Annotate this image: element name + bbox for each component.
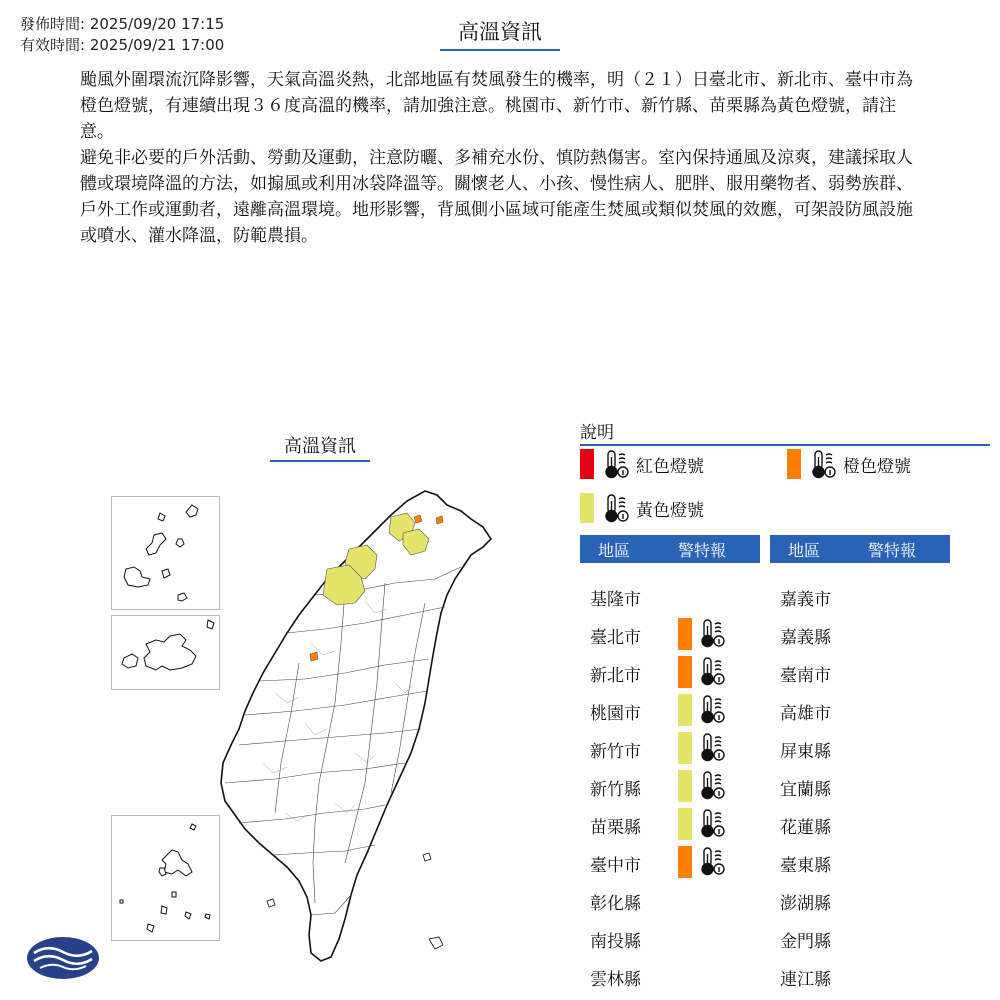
issue-info	[20, 14, 224, 56]
county-name: 臺東縣	[780, 856, 831, 876]
county-name: 澎湖縣	[780, 894, 831, 914]
county-row	[780, 691, 960, 729]
yellow-warning-bar	[678, 808, 692, 840]
green-island	[429, 937, 443, 949]
table-header-left	[580, 535, 760, 563]
county-row	[780, 881, 960, 919]
yellow-warning-bar	[678, 694, 692, 726]
legend-yellow	[580, 493, 704, 523]
county-name: 臺南市	[780, 666, 831, 686]
county-row	[780, 615, 960, 653]
legend-title: 說明	[580, 418, 990, 446]
county-name: 基隆市	[590, 590, 641, 610]
header-warning: 警特報	[678, 540, 727, 560]
thermometer-icon	[698, 656, 728, 688]
issue-time-line	[20, 14, 224, 35]
county-name: 屏東縣	[780, 742, 831, 762]
description-paragraph-1: 颱風外圍環流沉降影響，天氣高溫炎熱，北部地區有焚風發生的機率，明（２１）日臺北市、新北市、臺中市為橙色燈號，有連續出現３６度高溫的機率，請加強注意。桃園市、新竹市、新竹縣、苗栗縣為黃色燈號，請注意。	[80, 70, 913, 142]
header-warning: 警特報	[868, 540, 917, 560]
penghu-inset	[111, 815, 220, 941]
county-row	[590, 843, 770, 881]
county-row	[590, 615, 770, 653]
thermometer-icon	[698, 694, 728, 726]
header-region: 地區	[598, 540, 631, 560]
legend-red-label: 紅色燈號	[636, 456, 704, 477]
legend-yellow-label: 黃色燈號	[636, 500, 704, 521]
county-name: 南投縣	[590, 932, 641, 952]
county-name: 花蓮縣	[780, 818, 831, 838]
yellow-warning-bar	[678, 770, 692, 802]
county-row	[590, 691, 770, 729]
orange-area-taichung	[310, 652, 318, 661]
county-name: 苗栗縣	[590, 818, 641, 838]
orange-warning-bar	[678, 618, 692, 650]
thermometer-icon	[698, 618, 728, 650]
county-name: 宜蘭縣	[780, 780, 831, 800]
county-name: 雲林縣	[590, 970, 641, 990]
county-row	[780, 577, 960, 615]
county-name: 彰化縣	[590, 894, 641, 914]
thermometer-icon	[602, 449, 630, 479]
orchid-island	[267, 899, 275, 907]
header-region: 地區	[788, 540, 821, 560]
county-row	[590, 919, 770, 957]
valid-time: 2025/09/21 17:00	[89, 36, 225, 54]
legend-yellow-swatch	[580, 493, 594, 523]
county-row	[590, 653, 770, 691]
thermometer-icon	[698, 808, 728, 840]
county-name: 臺中市	[590, 856, 641, 876]
county-row	[780, 805, 960, 843]
map-title: 高溫資訊	[270, 432, 370, 462]
county-row	[780, 729, 960, 767]
thermometer-icon	[698, 770, 728, 802]
county-row	[590, 729, 770, 767]
issue-time-label: 發佈時間:	[20, 15, 86, 33]
county-row	[590, 577, 770, 615]
legend-orange	[787, 449, 911, 479]
thermometer-icon	[809, 449, 837, 479]
county-name: 嘉義市	[780, 590, 831, 610]
kinmen-inset	[111, 615, 220, 690]
county-row	[780, 843, 960, 881]
legend-orange-swatch	[787, 449, 801, 479]
legend-orange-label: 橙色燈號	[843, 456, 911, 477]
county-name: 金門縣	[780, 932, 831, 952]
county-name: 嘉義縣	[780, 628, 831, 648]
county-row	[780, 957, 960, 995]
county-name: 臺北市	[590, 628, 641, 648]
county-row	[590, 805, 770, 843]
issue-time: 2025/09/20 17:15	[89, 15, 225, 33]
county-name: 新竹市	[590, 742, 641, 762]
thermometer-icon	[698, 846, 728, 878]
legend-red	[580, 449, 704, 479]
page-title: 高溫資訊	[440, 16, 560, 51]
matsu-inset	[111, 496, 220, 610]
county-row	[590, 881, 770, 919]
county-row	[780, 653, 960, 691]
county-name: 新竹縣	[590, 780, 641, 800]
county-row	[590, 957, 770, 995]
taiwan-map	[215, 483, 505, 968]
county-row	[590, 767, 770, 805]
valid-time-label: 有效時間:	[20, 36, 86, 54]
orange-warning-bar	[678, 846, 692, 878]
valid-time-line	[20, 35, 224, 56]
county-row	[780, 919, 960, 957]
county-row	[780, 767, 960, 805]
county-name: 高雄市	[780, 704, 831, 724]
legend-red-swatch	[580, 449, 594, 479]
yellow-warning-bar	[678, 732, 692, 764]
county-name: 桃園市	[590, 704, 641, 724]
warning-description	[80, 67, 915, 249]
penghu-islet	[423, 853, 431, 861]
description-paragraph-2: 避免非必要的戶外活動、勞動及運動，注意防曬、多補充水份、慎防熱傷害。室內保持通風及涼爽，建議採取人體或環境降溫的方法，如搧風或利用冰袋降溫等。關懷老人、小孩、慢性病人、肥胖、服用藥物者、弱勢族群、戶外工作或運動者，遠離高溫環境。地形影響，背風側小區域可能產生焚風或類似焚風的效應，可架設防風設施或噴水、灌水降溫，防範農損。	[80, 148, 913, 246]
thermometer-icon	[602, 493, 630, 523]
table-header-right	[770, 535, 950, 563]
county-name: 連江縣	[780, 970, 831, 990]
orange-warning-bar	[678, 656, 692, 688]
county-name: 新北市	[590, 666, 641, 686]
thermometer-icon	[698, 732, 728, 764]
cwa-logo	[26, 936, 100, 980]
